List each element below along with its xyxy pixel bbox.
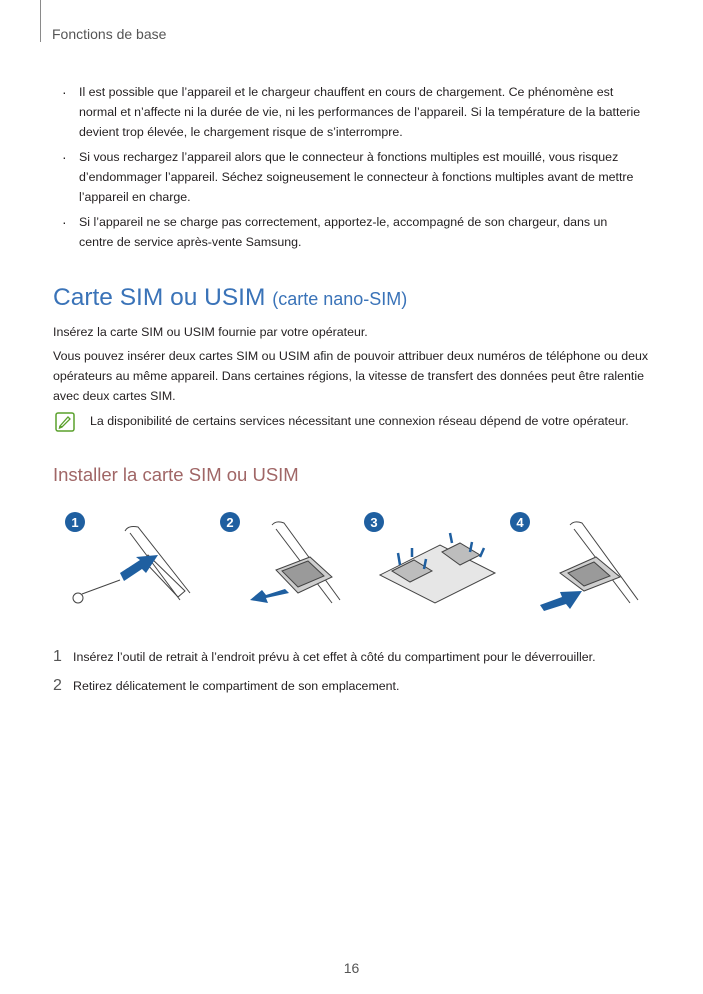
section-title-main: Carte SIM ou USIM — [53, 284, 266, 311]
step-badge-3 — [364, 512, 384, 532]
bullet-list — [62, 82, 642, 257]
svg-text:4: 4 — [516, 515, 524, 530]
bullet-item: · Si vous rechargez l’appareil alors que le connecteur à fonctions multiples est mouillé, vous risquez d’endommager l’appareil. Séchez soigneusement le connecteur à fonctions multiples avant de mettre l’appareil en charge. — [62, 147, 642, 207]
bullet-item: · Il est possible que l’appareil et le chargeur chauffent en cours de chargement. Ce phénomène est normal et n’affecte ni la durée de vie, ni les performances de l’appareil. Si la température de la batterie devient trop élevée, le chargement risque de s’interrompre. — [62, 82, 642, 142]
page-number: 16 — [343, 960, 360, 976]
dual-sim-tray-illustration — [380, 533, 495, 603]
bullet-item: · Si l’appareil ne se charge pas correctement, apportez-le, accompagné de son chargeur, dans un centre de service après-vente Samsung. — [62, 212, 642, 252]
step-badge-2 — [220, 512, 240, 532]
header-rule — [40, 0, 41, 42]
step-badge-4 — [510, 512, 530, 532]
section-title — [53, 284, 407, 312]
step-number: 2 — [53, 677, 62, 694]
section-title-suffix: (carte nano-SIM) — [272, 289, 408, 309]
section-header: Fonctions de base — [52, 26, 167, 42]
note-icon — [55, 412, 75, 432]
svg-text:2: 2 — [226, 515, 234, 530]
step-text: Retirez délicatement le compartiment de son emplacement. — [73, 679, 400, 693]
step-2 — [53, 677, 399, 695]
intro-paragraph: Insérez la carte SIM ou USIM fournie par votre opérateur. — [53, 325, 368, 339]
step-badge-1 — [65, 512, 85, 532]
note-text: La disponibilité de certains services nécessitant une connexion réseau dépend de votre opérateur. — [90, 414, 629, 428]
tray-removal-illustration — [250, 522, 340, 603]
svg-text:1: 1 — [71, 515, 79, 530]
svg-text:3: 3 — [370, 515, 378, 530]
step-text: Insérez l’outil de retrait à l’endroit prévu à cet effet à côté du compartiment pour le déverrouiller. — [73, 650, 596, 664]
step-number: 1 — [53, 648, 62, 665]
subsection-title: Installer la carte SIM ou USIM — [53, 464, 299, 485]
tray-reinsert-illustration — [540, 522, 638, 611]
ejection-pin-illustration — [73, 527, 190, 604]
step-1 — [53, 648, 596, 666]
dual-sim-paragraph: Vous pouvez insérer deux cartes SIM ou USIM afin de pouvoir attribuer deux numéros de téléphone ou deux opérateurs au même appareil. Dans certaines régions, la vitesse de transfert des données peut être ralentie avec deux cartes SIM. — [53, 349, 649, 403]
sim-install-illustration — [40, 505, 670, 625]
